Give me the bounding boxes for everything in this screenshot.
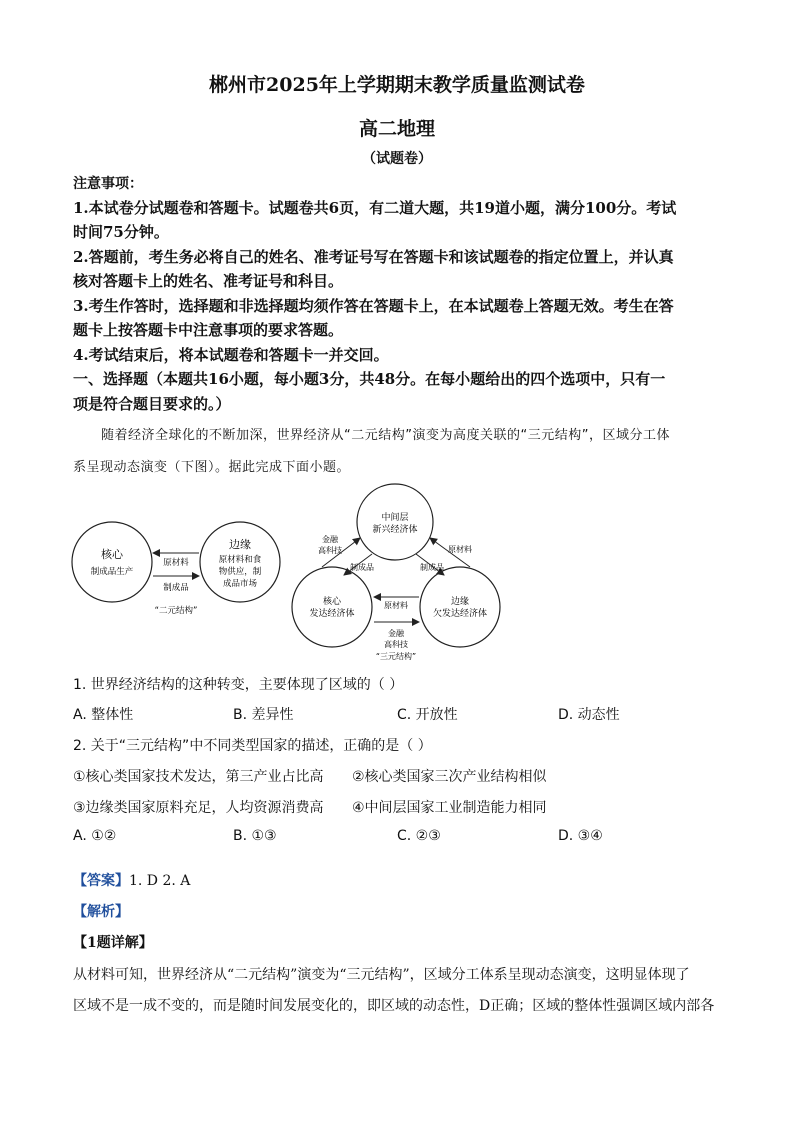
analysis-tag: 【解析】 [73,904,129,920]
edge-title: 边缘 [229,538,251,551]
edge-underdeveloped-subtitle: 欠发达经济体 [432,609,488,619]
note-1-line-2: 时间75分钟。 [73,223,169,241]
finance-label-1: 金融 [322,535,338,544]
edge-subtitle-2: 物供应，制 [218,567,262,577]
two-tier-diagram [72,522,280,616]
core-circle [72,522,152,602]
edge-subtitle-1: 原材料和食 [218,555,262,565]
paper-type: （试题卷） [362,151,432,167]
two-tier-caption: “二元结构” [154,606,198,616]
subject-title: 高二地理 [358,118,435,140]
hitech-label-1: 高科技 [318,546,342,555]
note-2-line-2: 核对答题卡上的姓名、准考证号和科目。 [73,272,344,290]
analysis-line-2: 区域不是一成不变的，而是随时间发展变化的，即区域的动态性，D正确；区域的整体性强调区域内部各 [73,998,715,1014]
edge-underdeveloped-title: 边缘 [450,597,470,607]
q1-stem: 1. 世界经济结构的这种转变，主要体现了区域的（ ） [73,677,404,693]
note-4: 4.考试结束后，将本试题卷和答题卡一并交回。 [73,346,389,364]
q2-statement-2: ②核心类国家三次产业结构相似 [352,769,547,785]
q2-option-a: A. ①② [73,828,117,844]
core-title: 核心 [101,548,123,561]
passage-line-1: 随着经济全球化的不断加深，世界经济从“二元结构”演变为高度关联的“三元结构”，区域分工体 [101,428,670,443]
q1-option-b: B. 差异性 [233,707,294,723]
q2-stem: 2. 关于“三元结构”中不同类型国家的描述，正确的是（ ） [73,738,432,754]
exam-title: 郴州市2025年上学期期末教学质量监测试卷 [209,74,585,96]
note-3-line-2: 题卡上按答题卡中注意事项的要求答题。 [73,321,344,339]
section-1-line-1: 一、选择题（本题共16小题，每小题3分，共48分。在每小题给出的四个选项中，只有一 [73,370,666,388]
goods-label: 制成品 [163,583,189,593]
core-developed-subtitle: 发达经济体 [309,609,355,619]
answer-line [73,870,190,890]
economic-structure-diagram [60,480,520,665]
note-1-line-1: 1.本试卷分试题卷和答题卡。试题卷共6页，有二道大题，共19道小题，满分100分。考试 [73,199,677,217]
three-tier-diagram [292,484,500,661]
q2-statement-4: ④中间层国家工业制造能力相同 [352,800,547,816]
hitech-label-2: 高科技 [384,640,408,649]
q1-detail-tag: 【1题详解】 [73,935,153,951]
raw-label-1: 原材料 [448,545,472,554]
analysis-line-1: 从材料可知，世界经济从“二元结构”演变为“三元结构”，区域分工体系呈现动态演变，这明显体现了 [73,967,690,983]
q2-statement-1: ①核心类国家技术发达，第三产业占比高 [73,769,324,785]
q2-option-d: D. ③④ [558,828,603,844]
edge-subtitle-3: 成品市场 [222,579,258,589]
middle-subtitle: 新兴经济体 [372,525,418,535]
q1-option-c: C. 开放性 [397,707,458,723]
raw-label-2: 原材料 [384,601,408,610]
core-developed-title: 核心 [322,597,342,607]
three-tier-caption: “三元结构” [375,652,417,661]
q2-option-b: B. ①③ [233,828,277,844]
passage-line-2: 系呈现动态演变（下图）。据此完成下面小题。 [73,460,351,475]
middle-title: 中间层 [381,513,409,523]
q1-option-d: D. 动态性 [558,707,620,723]
note-3-line-1: 3.考生作答时，选择题和非选择题均须作答在答题卡上，在本试题卷上答题无效。考生在答 [73,297,674,315]
raw-label: 原材料 [163,558,189,568]
answer-text: 1. D 2. A [129,873,191,889]
goods-label-2: 制成品 [420,563,444,572]
section-1-line-2: 项是符合题目要求的。） [73,395,231,413]
edge-underdeveloped-circle [420,567,500,647]
finance-label-2: 金融 [388,629,404,638]
notes-heading: 注意事项： [73,176,143,192]
answer-tag: 【答案】 [73,873,129,889]
core-subtitle: 制成品生产 [90,567,134,577]
note-2-line-1: 2.答题前，考生务必将自己的姓名、准考证号写在答题卡和该试题卷的指定位置上，并认真 [73,248,674,266]
core-developed-circle [292,567,372,647]
goods-label-1: 制成品 [350,563,374,572]
q2-statement-3: ③边缘类国家原料充足，人均资源消费高 [73,800,324,816]
q2-option-c: C. ②③ [397,828,441,844]
q1-option-a: A. 整体性 [73,707,134,723]
